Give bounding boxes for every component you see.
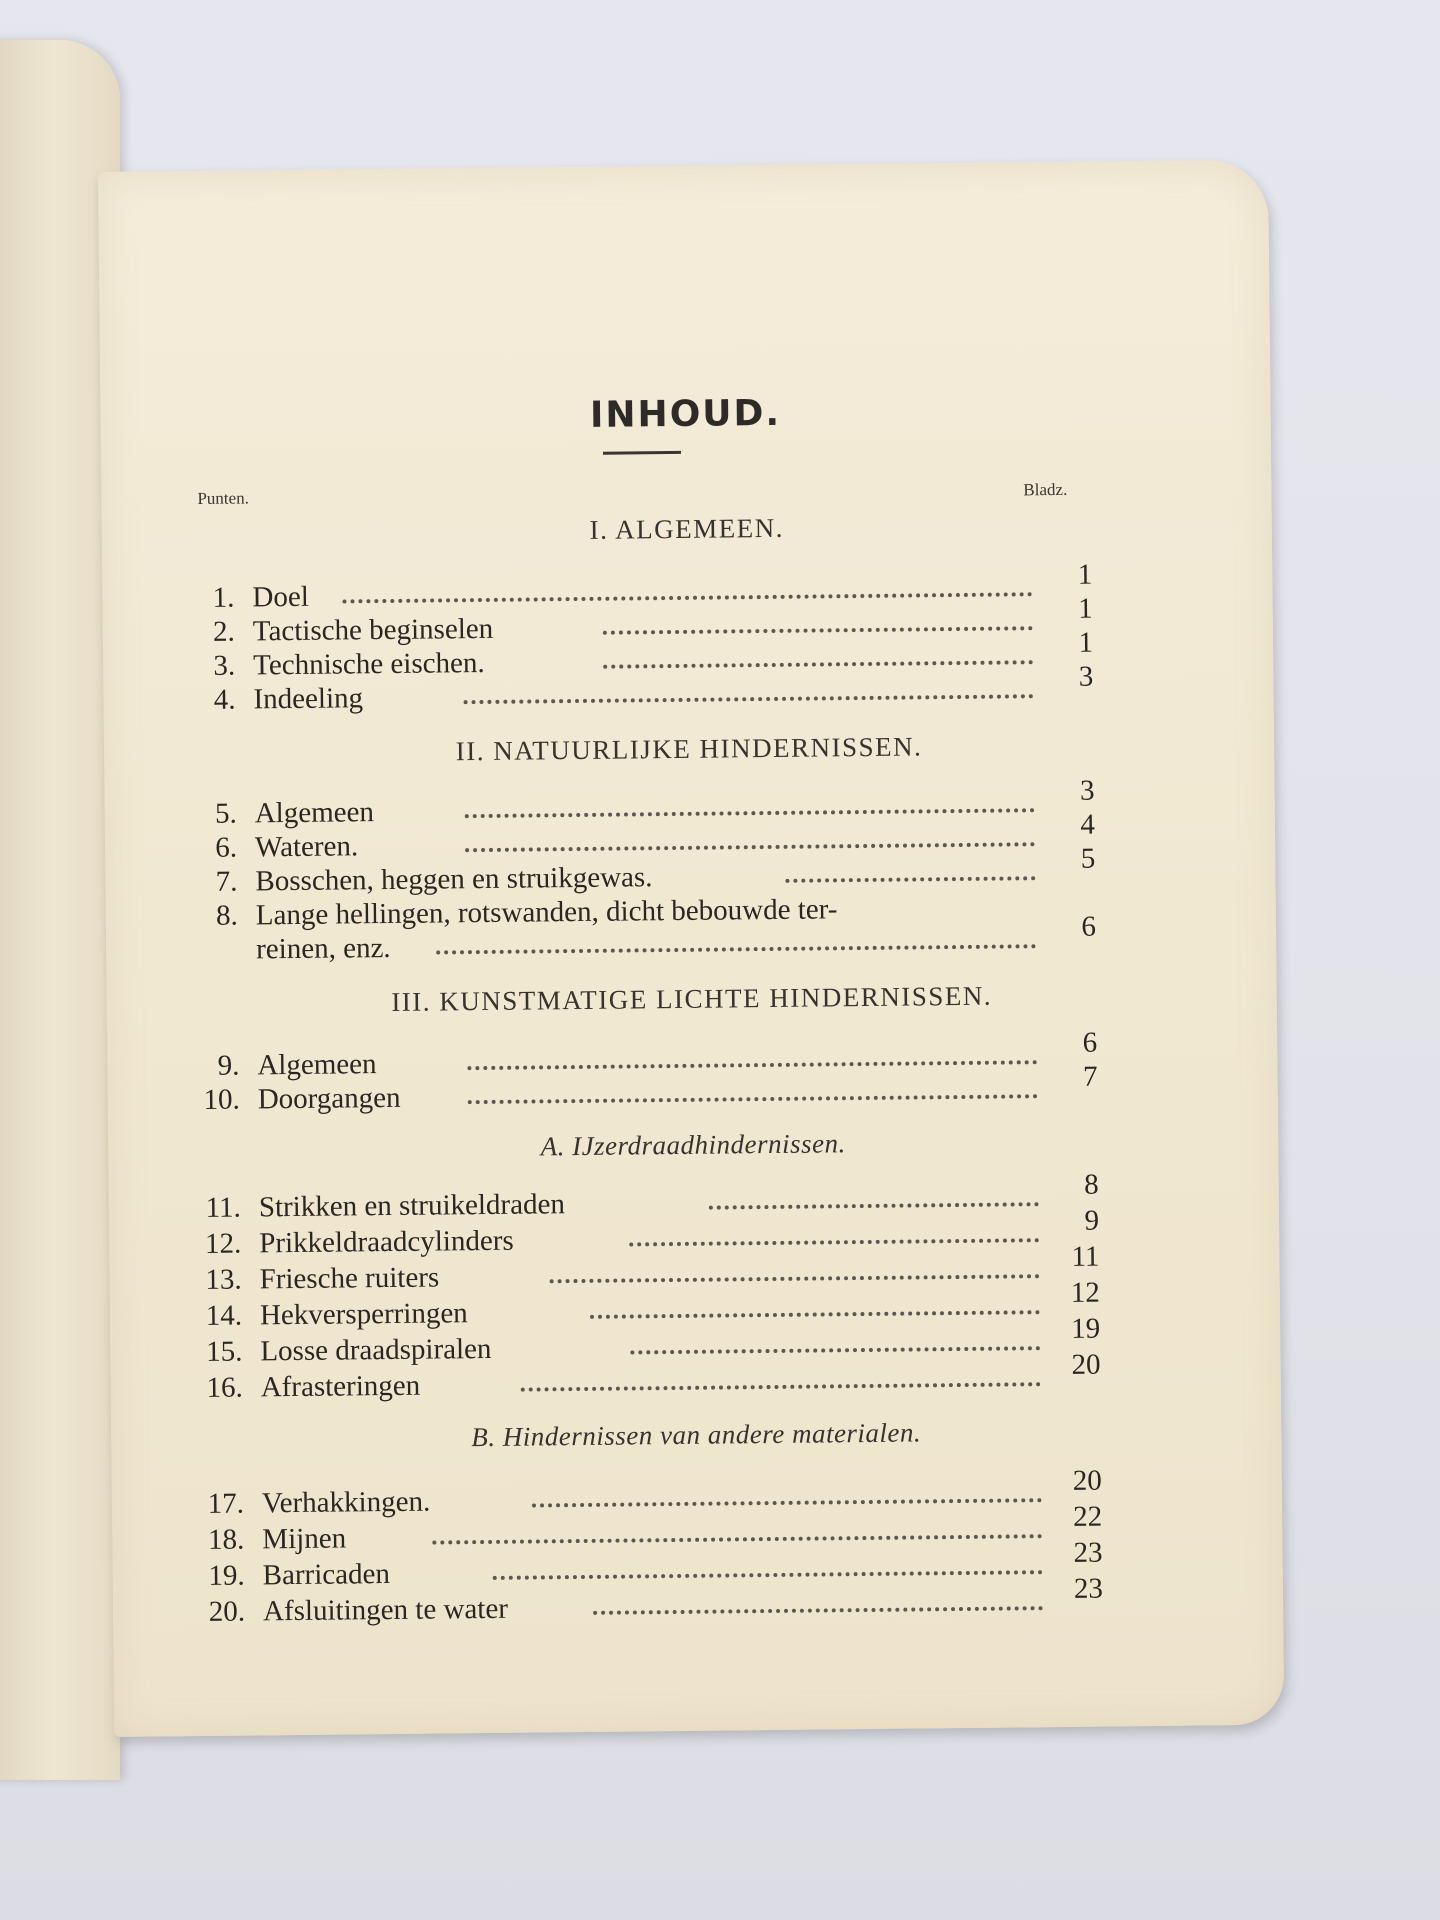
entry-page: 20 [1072,1464,1102,1497]
entry-number: 8. [215,899,238,932]
entry-number: 5. [214,797,237,830]
entry-number: 7. [215,865,238,898]
dot-leader [590,1296,1040,1319]
entry-page: 4 [1080,808,1096,841]
entry-title-line2: reinen, enz. [255,931,391,966]
entry-page: 7 [1082,1060,1098,1093]
entry-number: 15. [205,1335,243,1368]
dot-leader [465,794,1035,818]
entry-title: Barricaden [262,1558,391,1592]
column-header-pages: Bladz. [1023,479,1068,500]
dot-leader [549,1260,1039,1283]
entry-title: Doorgangen [257,1081,401,1116]
entry-title: Bosschen, heggen en struikgewas. [255,861,653,898]
entry-page: 1 [1077,558,1093,591]
entry-title: Verhakkingen. [261,1485,431,1520]
entry-title: Afsluitingen te water [262,1592,509,1628]
dot-leader [629,1224,1039,1246]
dot-leader [463,680,1033,704]
title-divider [603,451,681,455]
entry-number: 14. [205,1299,243,1332]
entry-page: 5 [1080,842,1096,875]
entry-page: 20 [1071,1348,1101,1381]
entry-title: Mijnen [262,1522,347,1556]
column-header-points: Punten. [197,488,250,508]
dot-leader [785,862,1035,883]
toc-entry [166,890,1097,968]
book-page [98,160,1284,1737]
entry-page: 19 [1071,1312,1101,1345]
dot-leader [593,1592,1043,1615]
entry-number: 16. [206,1371,243,1404]
entry-number: 9. [217,1049,240,1082]
entry-page: 9 [1084,1204,1100,1237]
entry-title-line1: Lange hellingen, rotswanden, dicht bebouwde ter- [255,893,838,932]
dot-leader [467,1046,1037,1070]
dot-leader [603,646,1033,669]
entry-number: 19. [208,1559,245,1592]
section-heading: III. KUNSTMATIGE LICHTE HINDERNISSEN. [391,980,993,1017]
dot-leader [630,1332,1040,1354]
entry-number: 3. [213,649,236,682]
entry-page: 23 [1073,1536,1103,1569]
page-title: INHOUD. [589,392,782,436]
entry-page: 6 [1082,1026,1098,1059]
subsection-heading: B. Hindernissen van andere materialen. [471,1417,922,1453]
entry-number: 4. [213,683,236,716]
entry-number: 18. [207,1523,245,1556]
entry-number: 20. [208,1595,246,1628]
entry-page: 23 [1073,1572,1104,1605]
entry-title [256,892,838,966]
subsection-heading: A. IJzerdraadhindernissen. [540,1128,846,1162]
entry-number: 13. [205,1263,242,1296]
entry-page: 1 [1078,626,1094,659]
entry-number: 12. [204,1227,242,1260]
dot-leader [468,1080,1038,1104]
entry-title: Tactische beginselen [252,612,494,648]
dot-leader [432,1520,1042,1544]
entry-title: Strikken en struikeldraden [258,1188,566,1224]
entry-title: Friesche ruiters [259,1261,440,1296]
entry-page: 3 [1079,774,1095,807]
entry-page: 8 [1083,1168,1099,1201]
entry-title: Hekversperringen [259,1297,468,1332]
entry-title: Algemeen [254,796,375,830]
entry-page: 1 [1077,592,1093,625]
entry-number: 10. [203,1083,240,1116]
dot-leader [532,1484,1042,1507]
entry-number: 6. [215,831,238,864]
entry-number: 1. [212,581,235,614]
entry-title: Doel [252,580,310,614]
dot-leader [521,1368,1041,1391]
entry-title: Prikkeldraadcylinders [259,1224,514,1260]
entry-title: Algemeen [257,1048,377,1082]
entry-page: 3 [1078,660,1094,693]
dot-leader [493,1556,1043,1580]
entry-number: 17. [207,1487,245,1520]
entry-title: Indeeling [253,682,364,716]
entry-page: 22 [1072,1500,1103,1533]
entry-title: Wateren. [254,830,359,864]
entry-title: Losse draadspiralen [260,1332,492,1368]
entry-page: 6 [1081,910,1097,943]
entry-title: Technische eischen. [253,646,485,682]
dot-leader [465,828,1035,852]
section-heading: I. ALGEMEEN. [589,512,785,545]
entry-number: 2. [212,615,235,648]
entry-page: 12 [1070,1276,1100,1309]
dot-leader [709,1188,1039,1209]
entry-title: Afrasteringen [260,1369,421,1404]
section-heading: II. NATUURLIJKE HINDERNISSEN. [455,731,923,767]
dot-leader [603,612,1033,635]
dot-leader [342,578,1032,603]
entry-page: 11 [1071,1240,1100,1273]
entry-number: 11. [205,1191,242,1224]
